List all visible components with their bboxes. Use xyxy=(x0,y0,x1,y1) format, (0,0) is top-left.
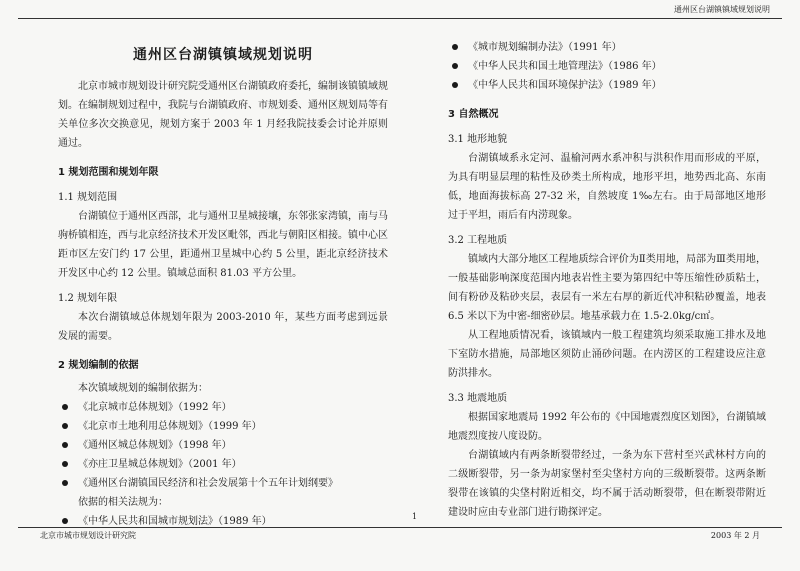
bullet-icon xyxy=(62,423,68,429)
section-1-2-heading: 1.2 规划年限 xyxy=(58,293,118,304)
section-3-2-heading: 3.2 工程地质 xyxy=(448,235,508,246)
list-item: 《中华人民共和国土地管理法》（1986 年） xyxy=(448,57,766,76)
section-2-intro: 本次镇域规划的编制依据为： xyxy=(78,383,208,394)
section-3-1-heading: 3.1 地形地貌 xyxy=(448,134,508,145)
planning-docs-list xyxy=(58,398,388,493)
bullet-icon xyxy=(452,82,458,88)
header-rule xyxy=(18,18,782,19)
section-3-1-text: 台湖镇域系永定河、温榆河两水系冲积与洪积作用而形成的平原，为具有明显层理的粘性及砂类土所构成，地形平坦，地势西北高、东南低，地面海拔标高 27-32 米，自然坡度 1‰左右。由于局部地区地形过于平坦，雨后有内涝现象。 xyxy=(448,153,766,221)
section-3-3-heading: 3.3 地震地质 xyxy=(448,393,508,404)
section-2-heading: 2 规划编制的依据 xyxy=(58,360,139,371)
list-item: 《亦庄卫星城总体规划》（2001 年） xyxy=(58,455,388,474)
laws-list-right xyxy=(448,38,766,95)
footer-org: 北京市城市规划设计研究院 xyxy=(40,531,136,540)
document-title: 通州区台湖镇镇域规划说明 xyxy=(133,47,313,63)
section-3-heading: 3 自然概况 xyxy=(448,109,499,120)
bullet-icon xyxy=(452,44,458,50)
running-header: 通州区台湖镇镇域规划说明 xyxy=(674,5,770,14)
laws-list-left xyxy=(58,512,388,531)
bullet-icon xyxy=(62,461,68,467)
left-column xyxy=(58,38,388,531)
bullet-icon xyxy=(62,518,68,524)
section-1-2-text: 本次台湖镇域总体规划年限为 2003-2010 年，某些方面考虑到远景发展的需要。 xyxy=(58,312,388,342)
list-item: 《北京城市总体规划》（1992 年） xyxy=(58,398,388,417)
list-item: 《中华人民共和国城市规划法》（1989 年） xyxy=(58,512,388,531)
page-number: 1 xyxy=(412,512,418,521)
section-1-1-heading: 1.1 规划范围 xyxy=(58,192,118,203)
bullet-icon xyxy=(452,63,458,69)
bullet-icon xyxy=(62,404,68,410)
bullet-icon xyxy=(62,480,68,486)
list-item: 《北京市土地利用总体规划》（1999 年） xyxy=(58,417,388,436)
footer-date: 2003 年 2 月 xyxy=(710,531,760,540)
section-3-3-text-2: 台湖镇域内有两条断裂带经过，一条为东下营村至兴武林村方向的二级断裂带，另一条为胡家堡村至尖垡村方向的三级断裂带。这两条断裂带在该镇的尖垡村附近相交，均不属于活动断裂带，但在断裂带附近建设时应由专业部门进行勘探评定。 xyxy=(448,450,766,518)
section-3-3-text-1: 根据国家地震局 1992 年公布的《中国地震烈度区划图》，台湖镇域地震烈度按八度设防。 xyxy=(448,412,766,442)
intro-paragraph: 北京市城市规划设计研究院受通州区台湖镇政府委托，编制该镇镇域规划。在编制规划过程中，我院与台湖镇政府、市规划委、通州区规划局等有关单位多次交换意见，规划方案于 2003 年 1 月经我院技委会讨论并原则通过。 xyxy=(58,81,388,149)
footer-rule xyxy=(18,527,782,528)
laws-intro: 依据的相关法规为： xyxy=(78,497,168,508)
right-column xyxy=(448,38,766,522)
list-item: 《通州区城总体规划》（1998 年） xyxy=(58,436,388,455)
section-1-heading: 1 规划范围和规划年限 xyxy=(58,167,159,178)
list-item: 《通州区台湖镇国民经济和社会发展第十个五年计划纲要》 xyxy=(58,474,388,493)
list-item: 《城市规划编制办法》（1991 年） xyxy=(448,38,766,57)
list-item: 《中华人民共和国环境保护法》（1989 年） xyxy=(448,76,766,95)
bullet-icon xyxy=(62,442,68,448)
section-3-2-text-2: 从工程地质情况看，该镇域内一般工程建筑均须采取施工排水及地下室防水措施，局部地区须防止涌砂问题。在内涝区的工程建设应注意防洪排水。 xyxy=(448,330,766,379)
section-3-2-text-1: 镇域内大部分地区工程地质综合评价为Ⅱ类用地，局部为Ⅲ类用地，一般基础影响深度范围内地表岩性主要为第四纪中等压缩性砂质粘土，间有粉砂及粘砂夹层，表层有一米左右厚的新近代冲积粘砂覆盖，地表 6.5 米以下为中密-细密砂层。地基承载力在 1.5-2.0kg/c㎡。 xyxy=(448,254,766,322)
section-1-1-text: 台湖镇位于通州区西部，北与通州卫星城接壤，东邻张家湾镇，南与马驹桥镇相连，西与北京经济技术开发区毗邻，西北与朝阳区相接。镇中心区距市区左安门约 17 公里，距通州卫星城中心约 5 公里，距北京经济技术开发区中心约 12 公里。镇域总面积 81.03 平方公里。 xyxy=(58,211,388,279)
